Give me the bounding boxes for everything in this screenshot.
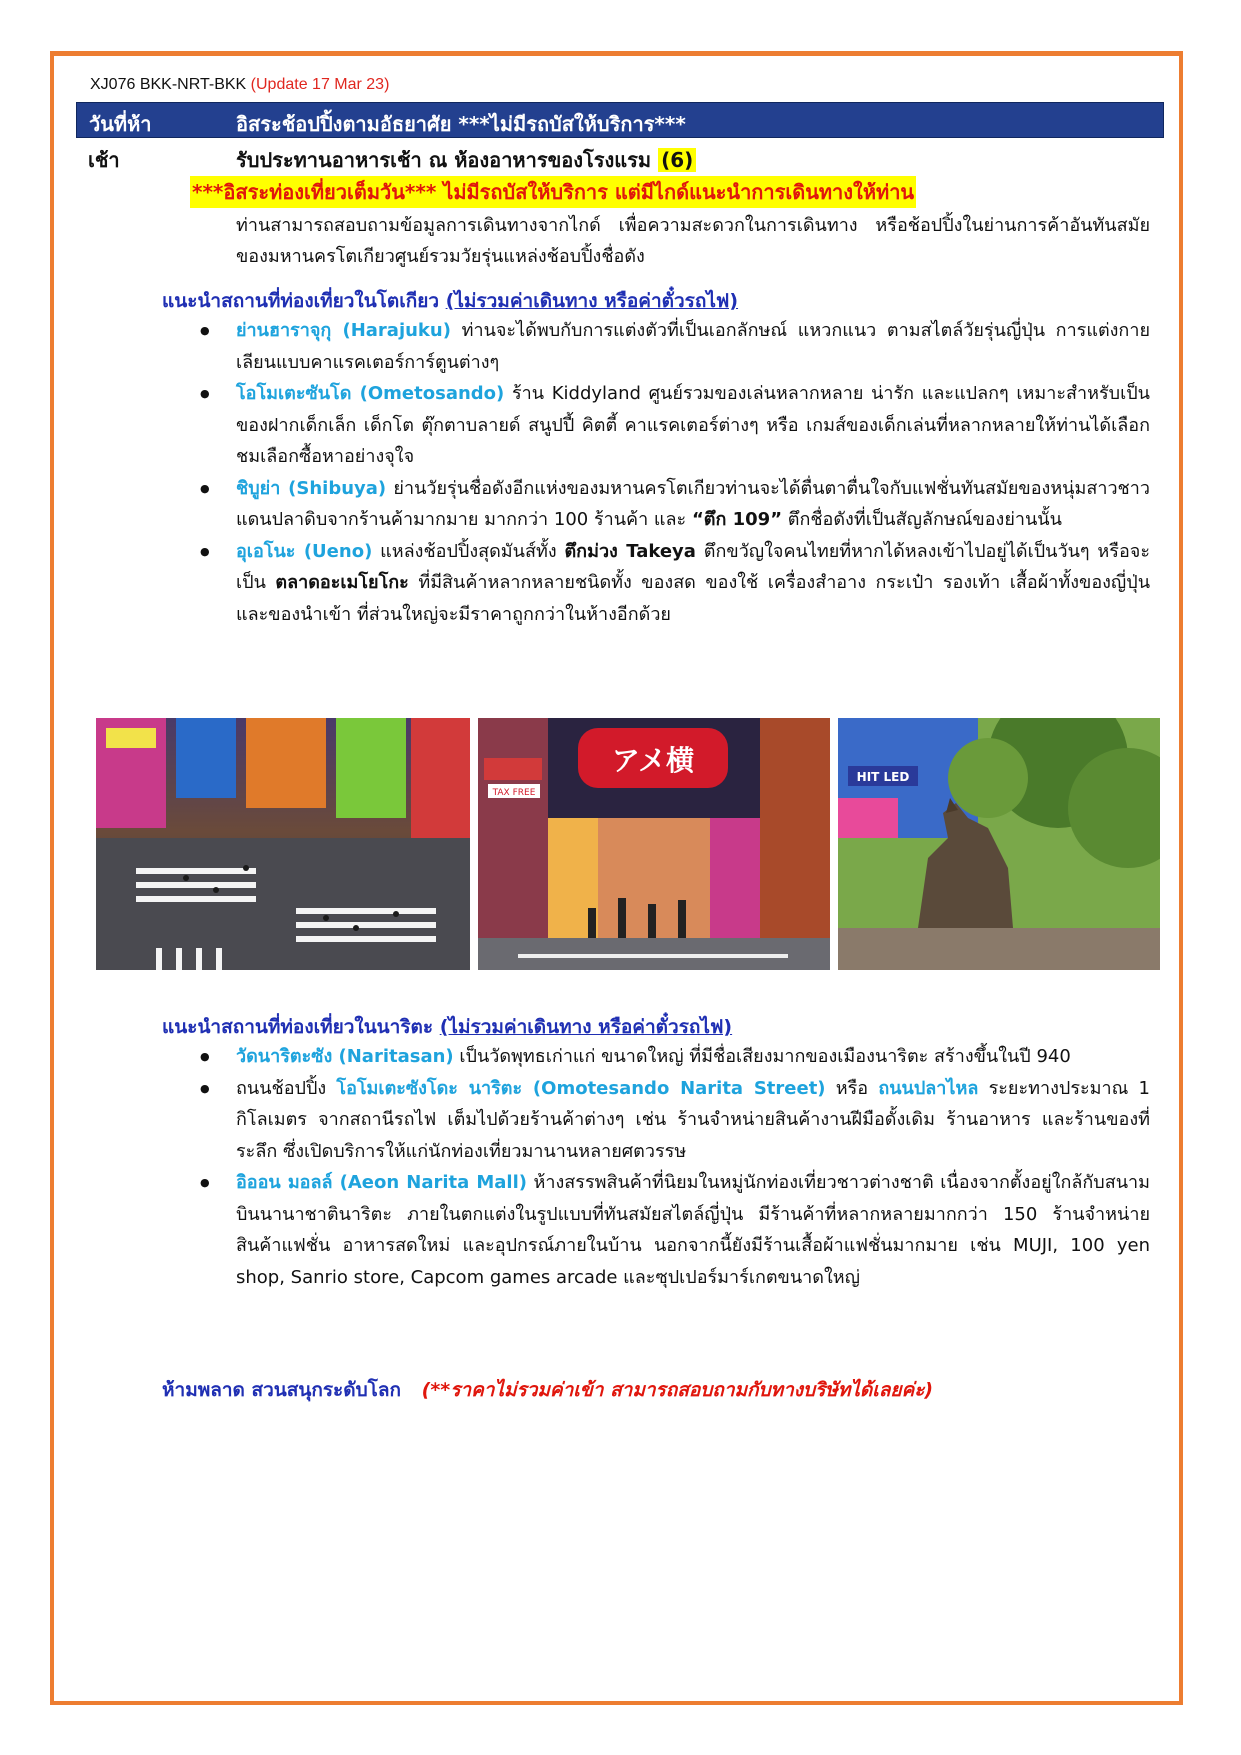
place-desc: ท่านจะได้พบกับการแต่งตัวที่เป็นเอกลักษณ์ แหวกแนว ตามสไตล์วัยรุ่นญี่ปุ่น การแต่งกายเลียนแบบคาแรคเตอร์การ์ตูนต่างๆ [236,320,1150,373]
list-item [236,1073,1150,1168]
tokyo-heading-text: แนะนำสถานที่ท่องเที่ยวในโตเกียว [162,290,440,312]
day-title: อิสระช้อปปิ้งตามอัธยาศัย ***ไม่มีรถบัสให้บริการ*** [236,112,686,136]
place-highlight: “ตึก 109” [691,509,783,530]
place-highlight: ตึกม่วง Takeya [564,540,696,562]
photo-shibuya-crossing [96,718,470,970]
list-item [236,473,1150,536]
list-item [236,1041,1150,1073]
place-desc: ย่านวัยรุ่นชื่อดังอีกแห่งของมหานครโตเกียวท่านจะได้ตื่นตาตื่นใจกับแฟชั่นทันสมัยของหนุ่มสาวชาวแดนปลาดิบจากร้านค้ามากมาย มากกว่า 100 ร้านค้า และ [236,477,1150,530]
tour-code-header [90,76,389,94]
place-name: ย่านฮาราจุกุ (Harajuku) [236,320,451,341]
place-name: โอโมเตะซันโด (Ometosando) [236,383,505,404]
day-label: วันที่ห้า [89,112,152,136]
theme-park-price-note: (**ราคาไม่รวมค่าเข้า สามารถสอบถามกับทางบริษัทได้เลยค่ะ) [421,1379,934,1401]
place-name: วัดนาริตะซัง (Naritasan) [236,1046,454,1067]
list-item [236,1167,1150,1293]
place-desc: ห้างสรรพสินค้าที่นิยมในหมู่นักท่องเที่ยวชาวต่างชาติ เนื่องจากตั้งอยู่ใกล้กับสนามบินนานาชาตินาริตะ ภายในตกแต่งในรูปแบบที่ทันสมัยสไตล์ญี่ปุ่น มีร้านค้าที่หลากหลายมากกว่า 150 ร้านจำหน่ายสินค้าแฟชั่น อาหารสดใหม่ และอุปกรณ์ภายในบ้าน นอกจากนี้ยังมีร้านเสื้อผ้าแฟชั่นมากมาย เช่น MUJI, 100 yen shop, Sanrio store, Capcom games arcade และซุปเปอร์มาร์เกตขนาดใหญ่ [236,1172,1150,1288]
day-header-band [76,102,1164,138]
photo-ameyoko [478,718,830,970]
tour-code: XJ076 BKK-NRT-BKK [90,76,247,93]
update-date: (Update 17 Mar 23) [250,76,390,93]
place-name-alt: ถนนปลาไหล [878,1077,979,1099]
meal-number: (6) [658,148,696,172]
free-day-notice: ***อิสระท่องเที่ยวเต็มวัน*** ไม่มีรถบัสให้บริการ แต่มีไกด์แนะนำการเดินทางให้ท่าน [190,176,916,208]
hachiko-illustration [838,718,1160,970]
photo-hachiko [838,718,1160,970]
meal-label: เช้า [88,148,120,172]
place-desc: ตึกชื่อดังที่เป็นสัญลักษณ์ของย่านนั้น [782,509,1062,530]
place-name: โอโมเตะซังโดะ นาริตะ (Omotesando Narita Street) [336,1077,826,1099]
narita-heading [162,1012,732,1042]
shibuya-crossing-illustration [96,718,470,970]
place-name: ชิบูย่า (Shibuya) [236,477,387,499]
list-item [236,378,1150,473]
tokyo-list [236,315,1150,630]
tokyo-heading [162,286,738,316]
meal-text [236,144,696,176]
intro-paragraph: ท่านสามารถสอบถามข้อมูลการเดินทางจากไกด์ เพื่อความสะดวกในการเดินทาง หรือช้อปปิ้งในย่านการค้าอันทันสมัยของมหานครโตเกียวศูนย์รวมวัยรุ่นแหล่งช้อบปิ้งชื่อดัง [236,215,1150,267]
place-desc: ที่มีสินค้าหลากหลายชนิดทั้ง ของสด ของใช้ เครื่องสำอาง กระเป๋า รองเท้า เสื้อผ้าทั้งของญี่ปุ่นและของนำเข้า ที่ส่วนใหญ่จะมีราคาถูกกว่าในห้างอีกด้วย [236,572,1150,625]
ameyoko-sign-text: アメ横 [611,744,695,777]
tokyo-heading-note: (ไม่รวมค่าเดินทาง หรือค่าตั๋วรถไฟ) [445,290,739,312]
list-item [236,315,1150,378]
place-name: อุเอโนะ (Ueno) [236,540,373,562]
place-desc: แหล่งช้อปปิ้งสุดมันส์ทั้ง [372,540,565,562]
narita-heading-text: แนะนำสถานที่ท่องเที่ยวในนาริตะ [162,1016,434,1038]
meal-description: รับประทานอาหารเช้า ณ ห้องอาหารของโรงแรม [236,148,652,172]
place-highlight: ตลาดอะเมโยโกะ [275,572,409,593]
place-desc: ร้าน Kiddyland ศูนย์รวมของเล่นหลากหลาย น่ารัก และแปลกๆ เหมาะสำหรับเป็นของฝากเด็กเล็ก เด็กโต ตุ๊กตาบลายด์ สนูปปี้ คิตตี้ คาแรคเตอร์ต่างๆ หรือ เกมส์ของเด็กเล่นที่หลากหลายให้ท่านได้เลือกชมเลือกซื้อหาอย่างจุใจ [236,383,1150,467]
narita-heading-note: (ไม่รวมค่าเดินทาง หรือค่าตั๋วรถไฟ) [439,1016,733,1038]
place-desc: ระยะทางประมาณ 1 กิโลเมตร จากสถานีรถไฟ เต็มไปด้วยร้านค้าต่างๆ เช่น ร้านจำหน่ายสินค้างานฝีมือดั้งเดิม ร้านอาหาร และร้านของที่ระลึก ซึ่งเปิดบริการให้แก่นักท่องเที่ยวมานานหลายศตวรรษ [236,1077,1150,1162]
place-desc: ตึกขวัญใจคนไทยที่หากได้หลงเข้าไปอยู่ได้เป็นวันๆ หรือจะเป็น [236,540,1150,593]
place-desc: เป็นวัดพุทธเก่าแก่ ขนาดใหญ่ ที่มีชื่อเสียงมากของเมืองนาริตะ สร้างขึ้นในปี 940 [453,1046,1071,1067]
place-desc: หรือ [825,1077,879,1099]
ameyoko-illustration [478,718,830,970]
theme-park-note [162,1375,933,1405]
theme-park-label: ห้ามพลาด สวนสนุกระดับโลก [162,1379,402,1401]
narita-list [236,1041,1150,1293]
place-desc: ถนนช้อปปิ้ง [236,1077,337,1099]
place-name: อิออน มอลล์ (Aeon Narita Mall) [236,1172,527,1193]
list-item [236,536,1150,631]
hit-led-sign: HIT LED [856,770,910,784]
tax-free-sign: TAX FREE [492,788,536,798]
